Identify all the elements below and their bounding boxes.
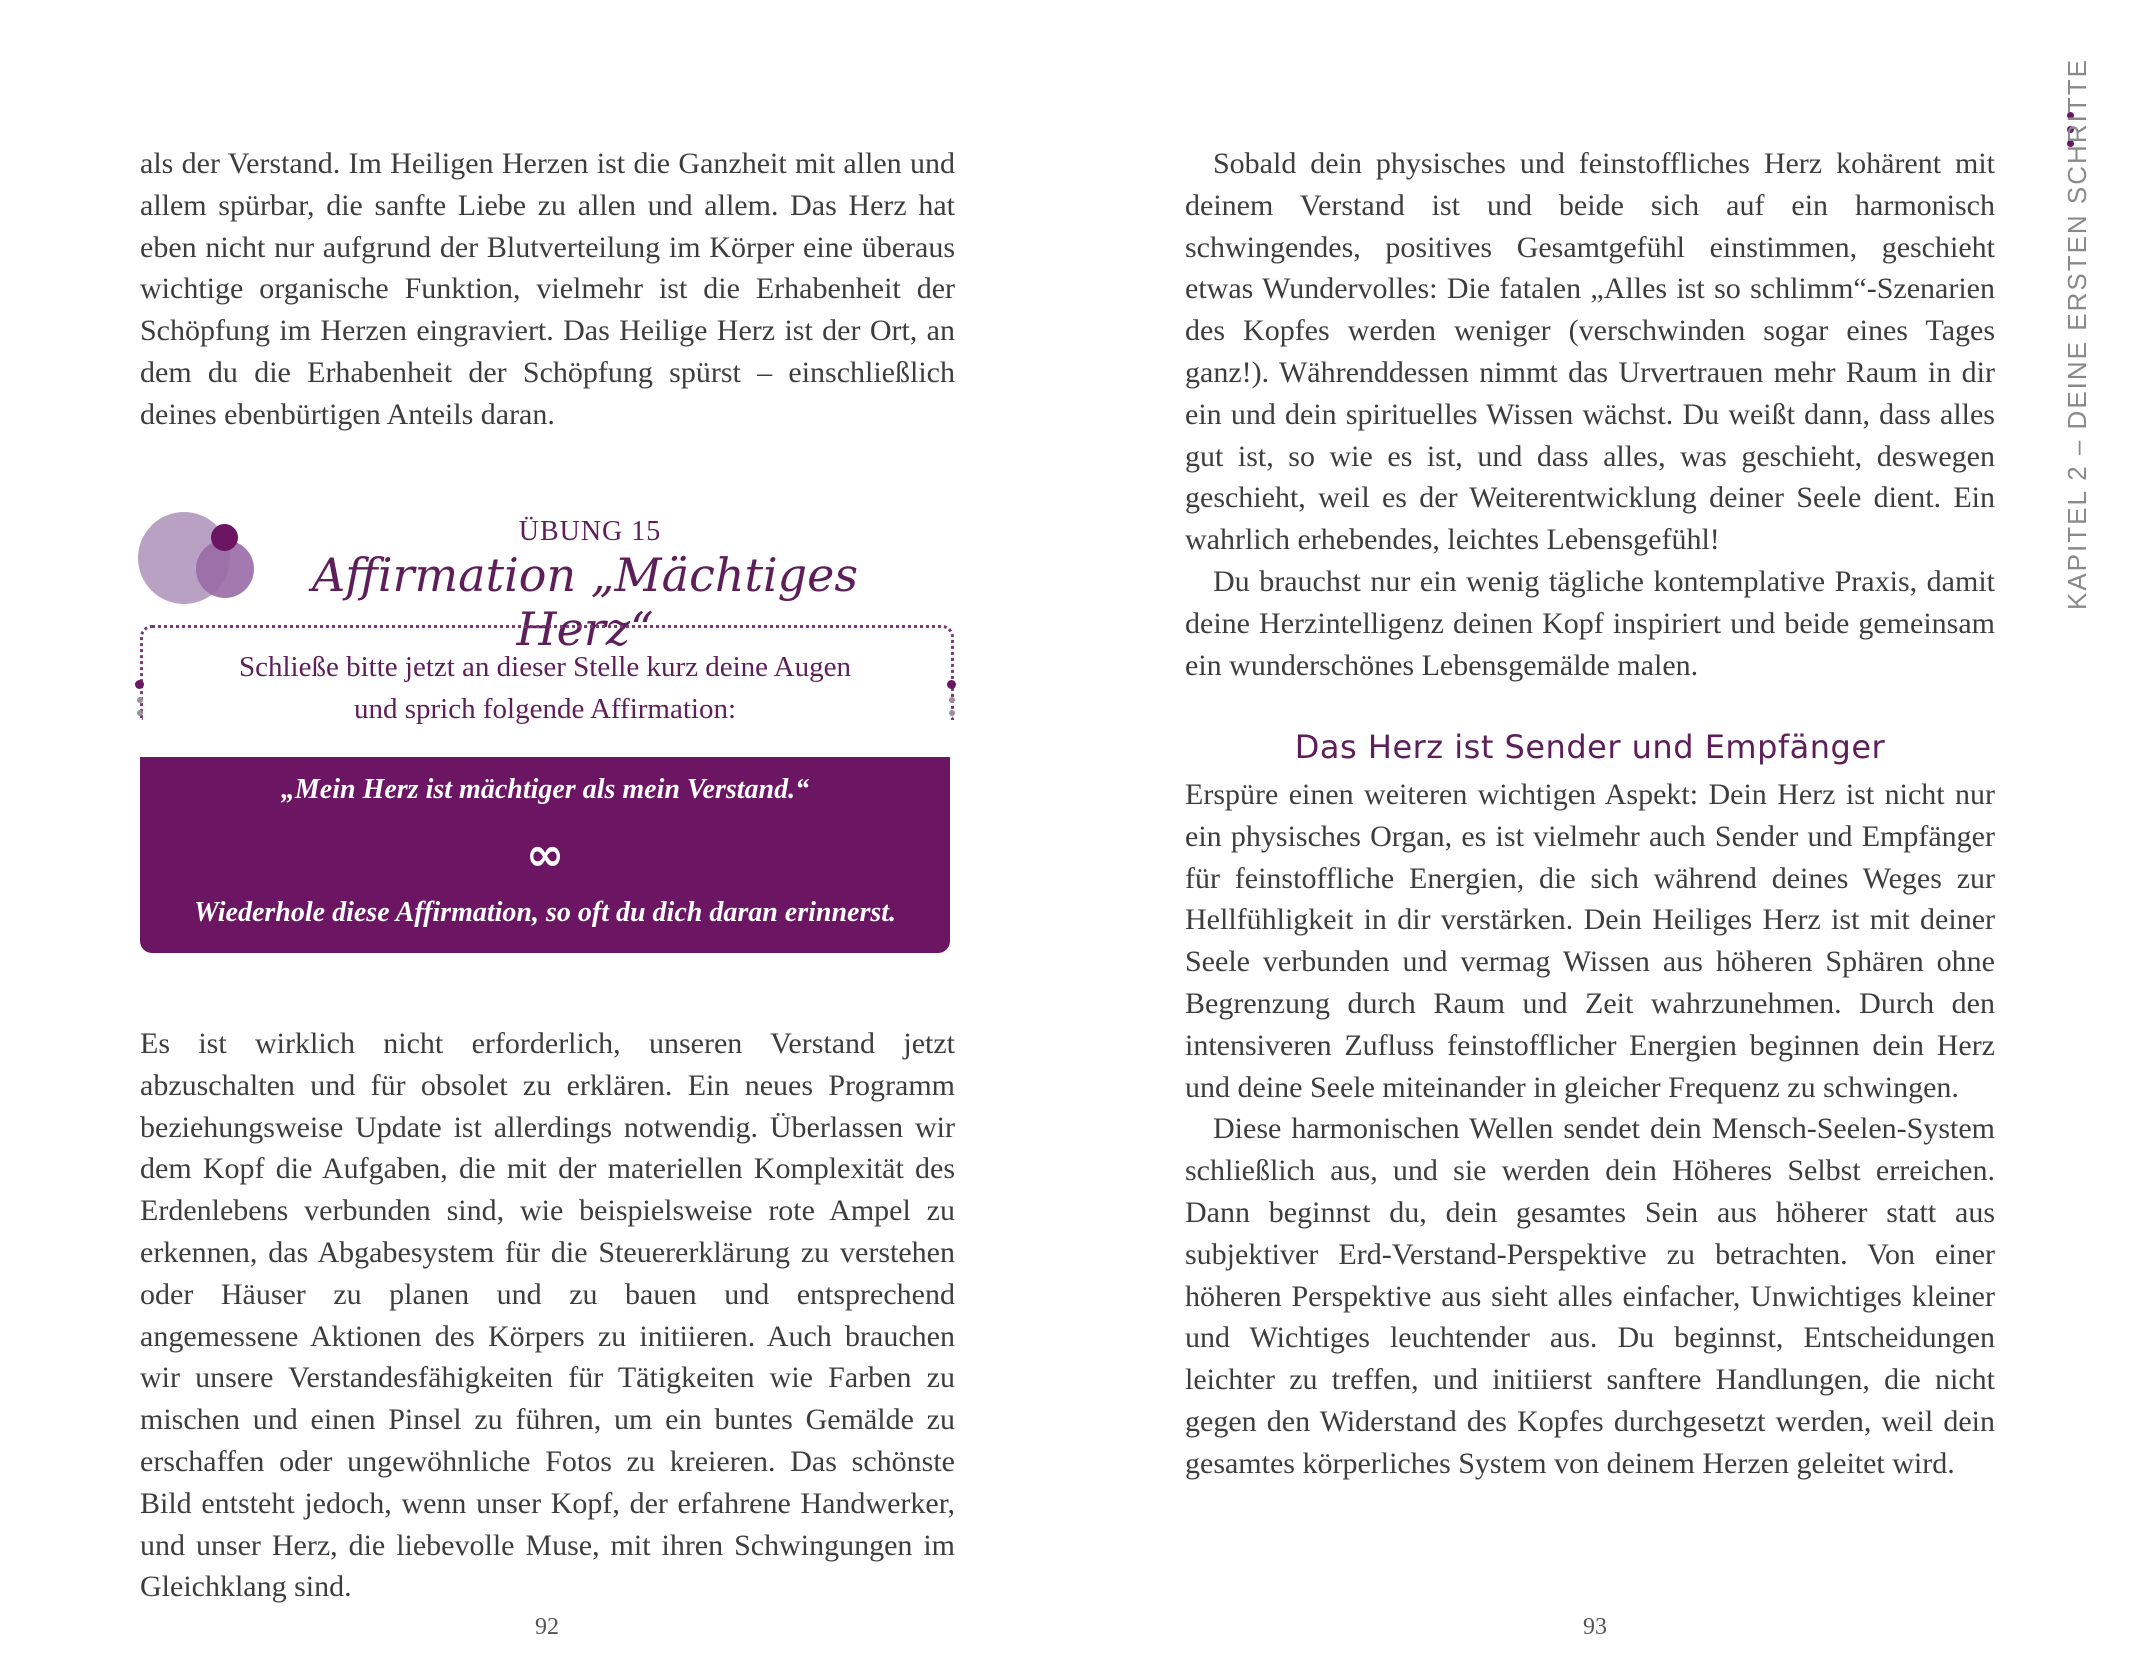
page-number: 93 [1583,1614,1607,1640]
right-paragraphs-bottom [1185,774,1995,1485]
instruction-line: und sprich folgende Affirmation: [353,693,737,725]
exercise-number: ÜBUNG 15 [518,516,662,547]
affirmation-quote: „Mein Herz ist mächtiger als mein Verstand.“ [280,774,810,805]
paragraph: als der Verstand. Im Heiligen Herzen ist die Ganzheit mit allen und allem spürbar, die sanfte Liebe zu allen und allem. Das Herz hat eben nicht nur aufgrund der Blutverteilung im Körper eine überaus wichtige organische Funktion, vielmehr ist die Erhabenheit der Schöpfung im Herzen eingraviert. Das Heilige Herz ist der Ort, an dem du die Erhabenheit der Schöpfung spürst – einschließlich deines ebenbürtigen Anteils daran. [140,147,955,431]
exercise-title: Affirmation „Mächtiges Herz“ [312,548,858,656]
chapter-side-title: KAPITEL 2 – DEINE ERSTEN SCHRITTE [2062,58,2092,610]
paragraph: Diese harmonischen Wellen sendet dein Mensch-Seelen-System schließlich aus, und sie werden dein Höheres Selbst erreichen. Dann beginnst du, dein gesamtes Sein aus höherer statt aus subjektiver Erd-Verstand-Perspektive zu betrachten. Von einer höheren Perspektive aus sieht alles einfacher, Unwichtiges kleiner und Wichtiges leuchtender aus. Du beginnst, Entscheidungen leichter zu treffen, und initiierst sanftere Handlungen, die nicht gegen den Widerstand des Kopfes durchgesetzt werden, weil dein gesamtes körperliches System von deinem Herzen geleitet wird. [1185,1112,1995,1480]
paragraph: Du brauchst nur ein wenig tägliche kontemplative Praxis, damit deine Herzintelligenz deinen Kopf inspiriert und beide gemeinsam ein wunderschönes Lebensgemälde malen. [1185,564,1995,682]
section-subheading: Das Herz ist Sender und Empfänger [1294,728,1886,766]
paragraph: Erspüre einen weiteren wichtigen Aspekt: Dein Herz ist nicht nur ein physisches Organ, es ist vielmehr auch Sender und Empfänger für feinstoffliche Energien, die sich während deines Weges zur Hellfühligkeit in dir verstärken. Dein Heiliges Herz ist mit deiner Seele verbunden und vermag Wissen aus höheren Sphären ohne Begrenzung durch Raum und Zeit wahrzunehmen. Durch den intensiveren Zufluss feinstofflicher Energien beginnen dein Herz und deine Seele miteinander in gleicher Frequenz zu schwingen. [1185,778,1995,1104]
page-number: 92 [535,1614,559,1640]
infinity-icon: ∞ [525,827,565,881]
instruction-line: Schließe bitte jetzt an dieser Stelle kurz deine Augen [238,651,852,683]
paragraph: Sobald dein physisches und feinstoffliches Herz kohärent mit deinem Verstand ist und beide sich auf ein harmonisch schwingendes, positives Gesamtgefühl einstimmen, geschieht etwas Wundervolles: Die fatalen „Alles ist so schlimm“-Szenarien des Kopfes werden weniger (verschwinden sogar eines Tages ganz!). Währenddessen nimmt das Urvertrauen mehr Raum in dir ein und dein spirituelles Wissen wächst. Du weißt dann, dass alles gut ist, so wie es ist, und dass alles, was geschieht, deswegen geschieht, weil es der Weiterentwicklung deiner Seele dient. Ein wahrlich erhebendes, leichtes Lebensgefühl! [1185,147,1995,557]
affirmation-repeat-note: Wiederhole diese Affirmation, so oft du dich daran erinnerst. [193,897,897,928]
right-paragraphs-top [1185,143,1995,686]
paragraph: Es ist wirklich nicht erforderlich, unseren Verstand jetzt abzuschalten und für obsolet zu erklären. Ein neues Programm beziehungsweise Update ist allerdings notwendig. Überlassen wir dem Kopf die Aufgaben, die mit der materiellen Komplexität des Erdenlebens verbunden sind, wie beispielsweise rote Ampel zu erkennen, das Abgabesystem für die Steuererklärung zu verstehen oder Häuser zu planen und zu bauen und entsprechend angemessene Aktionen des Körpers zu initiieren. Auch brauchen wir unsere Verstandesfähigkeiten für Tätigkeiten wie Farben zu mischen und einen Pinsel zu führen, um ein buntes Gemälde zu erschaffen oder ungewöhnliche Fotos zu kreieren. Das schönste Bild entsteht jedoch, wenn unser Kopf, der erfahrene Handwerker, und unser Herz, die liebevolle Muse, mit ihren Schwingungen im Gleichklang sind. [140,1027,955,1604]
